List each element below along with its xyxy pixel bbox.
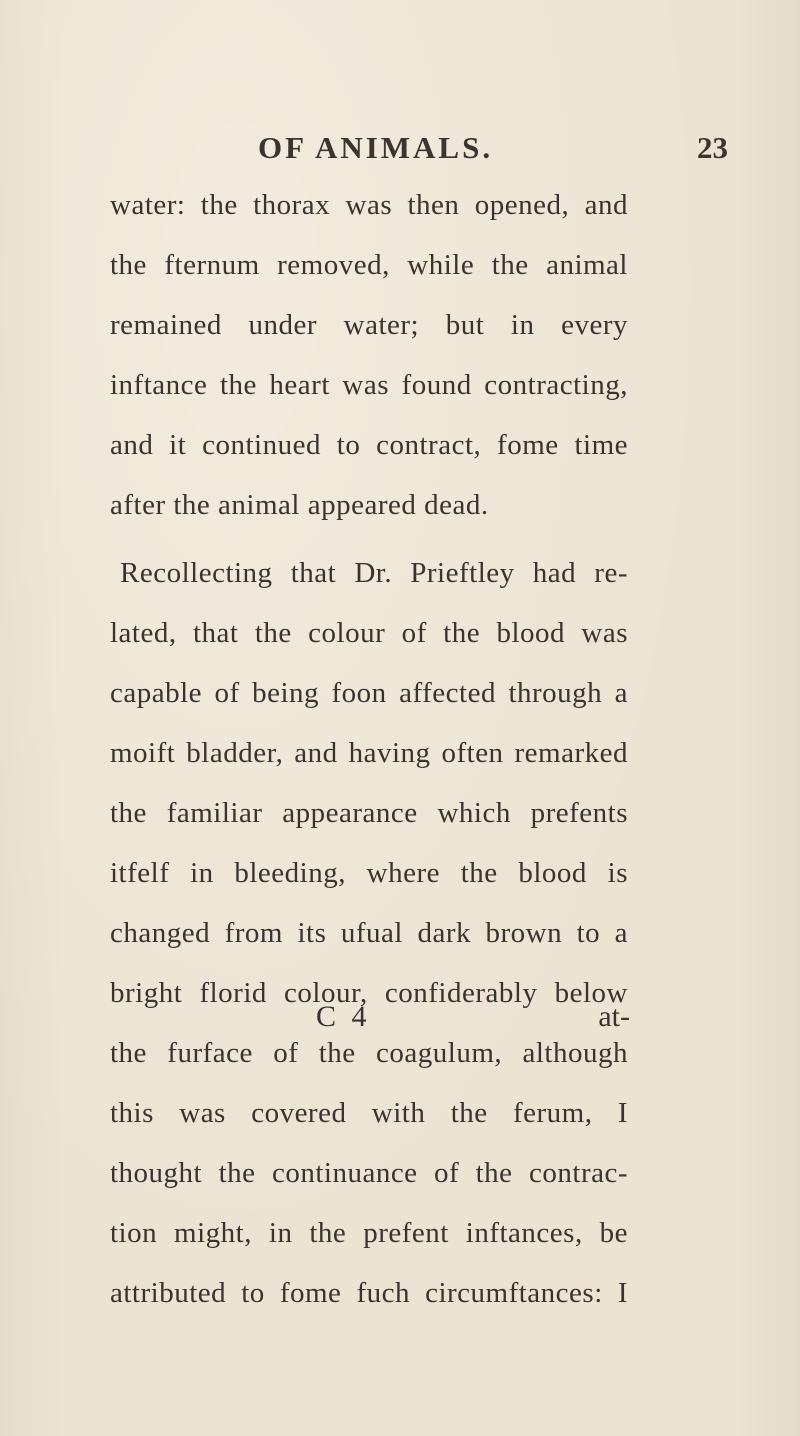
text-line: capable of being foon affected through a (110, 677, 628, 709)
text-line: attributed to fome fuch circumftances: I (110, 1277, 628, 1309)
catchword: at- (598, 1000, 630, 1033)
text-line: lated, that the colour of the blood was (110, 617, 628, 649)
text-line: bright florid colour, confiderably below (110, 977, 628, 1009)
text-line: Recollecting that Dr. Prieftley had re- (120, 557, 628, 589)
text-line: and it continued to contract, fome time (110, 429, 628, 461)
text-line: moift bladder, and having often remarked (110, 737, 628, 769)
text-line: tion might, in the prefent inftances, be (110, 1217, 628, 1249)
text-line: thought the continuance of the contrac- (110, 1157, 628, 1189)
page-number: 23 (697, 130, 728, 165)
text-line: water: the thorax was then opened, and (110, 189, 628, 221)
signature-mark: C 4 (316, 1000, 371, 1033)
text-line: inftance the heart was found contracting, (110, 369, 628, 401)
text-line: remained under water; but in every (110, 309, 628, 341)
running-head-title: OF ANIMALS. (258, 130, 494, 165)
text-line: the familiar appearance which prefents (110, 797, 628, 829)
text-line: changed from its ufual dark brown to a (110, 917, 628, 949)
text-line: the furface of the coagulum, although (110, 1037, 628, 1069)
text-line: this was covered with the ferum, I (110, 1097, 628, 1129)
text-line: the fternum removed, while the animal (110, 249, 628, 281)
text-line: after the animal appeared dead. (110, 489, 489, 521)
text-line: itfelf in bleeding, where the blood is (110, 857, 628, 889)
running-head (258, 130, 728, 170)
